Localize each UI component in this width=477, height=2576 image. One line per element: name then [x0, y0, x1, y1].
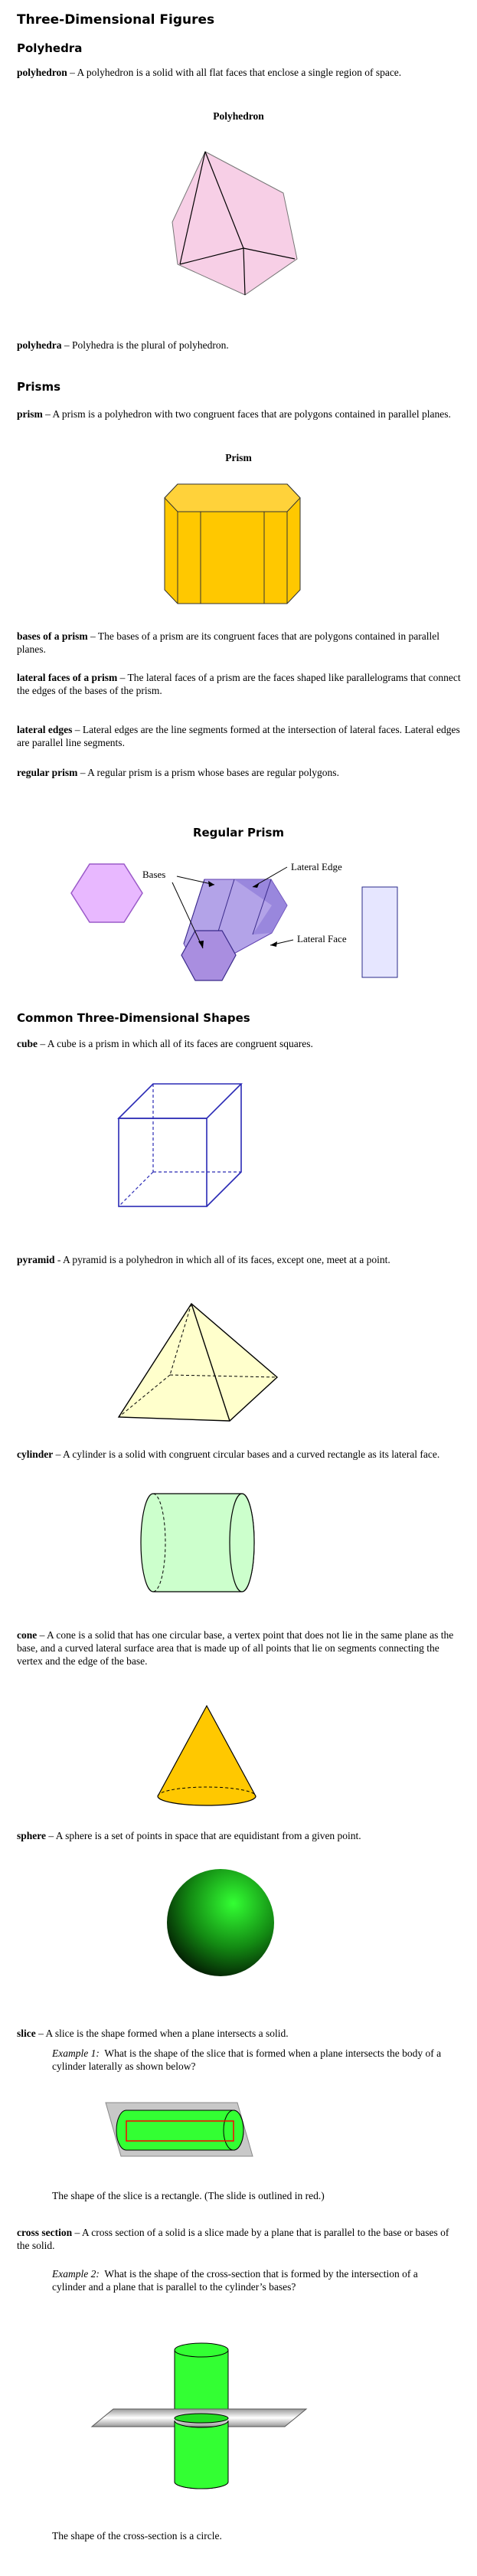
text-slice: A slice is the shape formed when a plane intersects a solid. — [45, 2028, 289, 2039]
term-cylinder: cylinder — [17, 1448, 54, 1460]
text-regular-prism: A regular prism is a prism whose bases are regular polygons. — [87, 767, 339, 778]
term-bases: bases of a prism — [17, 630, 88, 642]
label-lateral-face: Lateral Face — [297, 933, 347, 944]
cylinder-figure — [0, 1486, 477, 1601]
def-cube: cube – A cube is a prism in which all of its faces are congruent squares. — [17, 1038, 313, 1049]
cube-figure — [0, 1072, 477, 1226]
example-2-text: What is the shape of the cross-section that is formed by the intersection of a cylinder and a plane that is parallel to the cylinder’s bases? — [52, 2268, 418, 2293]
heading-prisms: Prisms — [17, 380, 61, 394]
def-regular-prism: regular prism – A regular prism is a prism whose bases are regular polygons. — [17, 767, 339, 778]
def-cylinder: cylinder – A cylinder is a solid with congruent circular bases and a curved rectangle as its lateral face. — [17, 1448, 440, 1460]
term-cube: cube — [17, 1038, 38, 1049]
example-1-label: Example 1: — [52, 2047, 100, 2059]
page-title: Three-Dimensional Figures — [17, 12, 215, 28]
example-2 — [52, 2267, 450, 2293]
example-2-answer: The shape of the cross-section is a circle. — [52, 2530, 222, 2542]
def-lateral-faces: lateral faces of a prism – The lateral faces of a prism are the faces shaped like parallelograms that connect the edges of the bases of the prism. — [17, 672, 461, 696]
text-cross-section: A cross section of a solid is a slice made by a plane that is parallel to the base or bases of the solid. — [17, 2227, 449, 2251]
prism-figure — [0, 475, 477, 613]
term-lateral-edges: lateral edges — [17, 724, 73, 735]
caption-prism: Prism — [225, 452, 252, 463]
term-prism: prism — [17, 408, 43, 420]
term-pyramid: pyramid — [17, 1254, 55, 1265]
example-2-label: Example 2: — [52, 2268, 100, 2280]
text-sphere: A sphere is a set of points in space that are equidistant from a given point. — [55, 1830, 361, 1841]
text-polyhedra: Polyhedra is the plural of polyhedron. — [72, 339, 229, 351]
def-cone: cone – A cone is a solid that has one circular base, a vertex point that does not lie in the same plane as the base, and a curved lateral surface area that is made up of all points that lie on segments connecting the vertex and the edge of the base. — [17, 1629, 454, 1667]
text-cube: A cube is a prism in which all of its faces are congruent squares. — [47, 1038, 313, 1049]
example-1-text: What is the shape of the slice that is formed when a plane intersects the body of a cylinder laterally as shown below? — [52, 2047, 442, 2072]
term-sphere: sphere — [17, 1830, 47, 1841]
def-prism: prism – A prism is a polyhedron with two congruent faces that are polygons contained in parallel planes. — [17, 408, 451, 420]
def-cross-section: cross section – A cross section of a solid is a slice made by a plane that is parallel to the base or bases of the solid. — [17, 2227, 449, 2251]
text-lateral-faces: The lateral faces of a prism are the faces shaped like parallelograms that connect the edges of the bases of the prism. — [17, 672, 461, 696]
caption-regular-prism: Regular Prism — [192, 826, 285, 840]
term-polyhedron: polyhedron — [17, 67, 67, 78]
label-lateral-edge: Lateral Edge — [291, 861, 342, 872]
pyramid-figure — [0, 1295, 477, 1425]
term-regular-prism: regular prism — [17, 767, 78, 778]
text-polyhedron: A polyhedron is a solid with all flat faces that enclose a single region of space. — [77, 67, 402, 78]
cross-section-figure — [0, 2336, 477, 2497]
text-lateral-edges: Lateral edges are the line segments formed at the intersection of lateral faces. Lateral edges are parallel line segments. — [17, 724, 460, 748]
sphere-figure — [0, 1861, 477, 1984]
term-lateral-faces: lateral faces of a prism — [17, 672, 118, 683]
heading-polyhedra: Polyhedra — [17, 41, 83, 55]
def-pyramid: pyramid - A pyramid is a polyhedron in which all of its faces, except one, meet at a point. — [17, 1254, 390, 1265]
def-polyhedron: polyhedron – A polyhedron is a solid with all flat faces that enclose a single region of space. — [17, 67, 402, 78]
text-cylinder: A cylinder is a solid with congruent circular bases and a curved rectangle as its lateral face. — [63, 1448, 440, 1460]
def-slice: slice – A slice is the shape formed when a plane intersects a solid. — [17, 2028, 289, 2039]
def-sphere: sphere – A sphere is a set of points in space that are equidistant from a given point. — [17, 1830, 361, 1841]
def-polyhedra: polyhedra – Polyhedra is the plural of polyhedron. — [17, 339, 229, 351]
regular-prism-figure — [0, 850, 477, 1003]
term-polyhedra: polyhedra — [17, 339, 62, 351]
text-bases: The bases of a prism are its congruent faces that are polygons contained in parallel planes. — [17, 630, 439, 655]
slice-figure — [0, 2087, 477, 2172]
example-1 — [52, 2047, 450, 2073]
term-slice: slice — [17, 2028, 36, 2039]
def-lateral-edges: lateral edges – Lateral edges are the line segments formed at the intersection of lateral faces. Lateral edges are parallel line segments. — [17, 724, 460, 748]
term-cone: cone — [17, 1629, 38, 1641]
text-cone: A cone is a solid that has one circular base, a vertex point that does not lie in the same plane as the base, and a curved lateral surface area that is made up of all points that lie on segments connecting the vertex and the edge of the base. — [17, 1629, 454, 1667]
label-bases: Bases — [142, 869, 166, 880]
text-prism: A prism is a polyhedron with two congruent faces that are polygons contained in parallel planes. — [52, 408, 451, 420]
term-cross-section: cross section — [17, 2227, 73, 2238]
def-bases: bases of a prism – The bases of a prism are its congruent faces that are polygons contained in parallel planes. — [17, 630, 439, 655]
cone-figure — [0, 1697, 477, 1812]
text-pyramid: A pyramid is a polyhedron in which all of its faces, except one, meet at a point. — [63, 1254, 390, 1265]
polyhedron-figure — [0, 130, 477, 299]
caption-polyhedron: Polyhedron — [213, 110, 264, 122]
example-1-answer: The shape of the slice is a rectangle. (The slide is outlined in red.) — [52, 2190, 325, 2201]
heading-common-shapes: Common Three-Dimensional Shapes — [17, 1011, 250, 1025]
